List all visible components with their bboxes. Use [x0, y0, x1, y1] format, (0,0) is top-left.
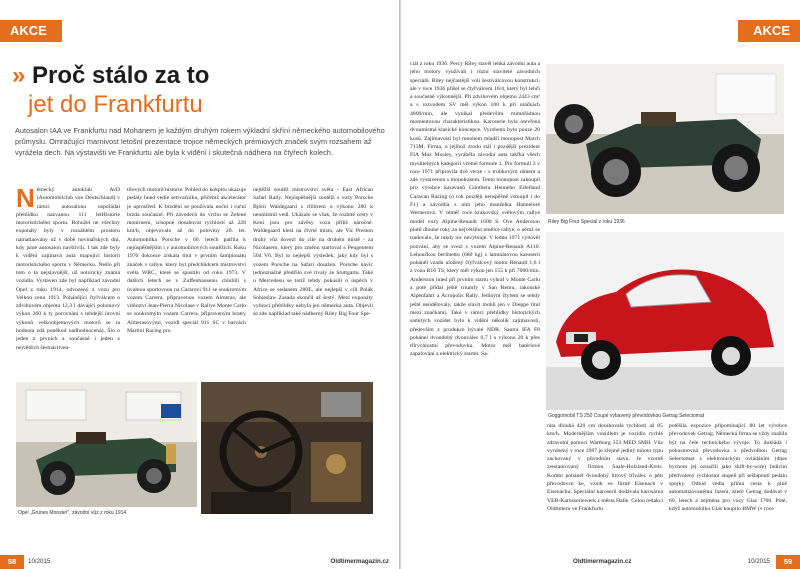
- body-column-3: nejtěžší soutěž mistrovství světa - East African Safari Rally. Nejúspěšnější soutěží s vozy Porsche Björn Waldegaard s třilitrem o výkonu 280 k neumístnil vedl. Ukázalo se však, že rozbité cesty v Keni jsou pro závěsy vozu příliš náročné. Waldegaard klesl na čtvrté místo, ale Vic Preston druhý vůz dovezl do cíle na druhém místě - za Nicolasem, který pro změnu startoval s Peugeotem 504 V6. Byl to nejlepší výsledek, jaký kdy byl s vozem Porsche na Safari dosažen. Porsche navíc jednoznačně předčilo své rivaly ze Stuttgartu. Také u Mercedesu se totiž tehdy pokusili o úspěch v Africe se sedanem 280E, ale nejlepší v cíli Polák Sobieslaw Zasada skončil až šestý. Mezi exponáty vyhrocí přehlídky nebyla jen německá auta. Objevil se zde například také nádherný Riley Big Four Spe-: [253, 187, 373, 318]
- caption-opel: Opel „Grünes Monster", závodní vůz z roku 1914: [18, 510, 127, 516]
- body-column-2: tilových motorů historie. Pohled do kokpitu ukazuje pedály hned vedle setrvačníku, přičemž akcelerátor je uprostřed. K brzdění se používala noční i ruční brzda současně. Při závodech do vrchu se Zelené montruem, schopné dosahovat rychlostí až 228 km/h, objevovalo až do poloviny 20. let. Automobilka Porsche v 60. letech patřila k nejúspěšnějším i v automobilových soutěžích. Roku 1970 dokonce získala titul v prvním šampionátu značek v rallye, který byl předchůdcem mistrovství světa WRC, které se spustilo od roku 1973. V dalších letech se v Zuffenhausenu chlubili s úvalnou sportovnou na Cararovi 911 se soukromým vozem Carrera, připravenou vozem Almeras, ale vítězství Jean-Pierra Nicolase v Rallye Monte Carlo se soukromým vozem Carrera, připraveným bratry Almerasovými, vozidl speciál 911 SC v barvách Martini Racing pro: [127, 187, 246, 335]
- body-column-4: ciál z roku 1936. Percy Riley stavěl lehká závodní auta a jeho motory využívali i různí stavitelé závodních speciálů. Riley nejčastější voli šestiválcovou konstrukci, ale v roce 1936 přišel se čtyřválcem 16/4, který byl lehčí a současně výkonnější. Při zdvihovém objemu 2443 cm³ a s rozvodem SV měl výkon 100 k při otáčkách 4800/min, ale vynikal především mimořádnou momentovou charakteristikou. Karoserie byla otevřená dvoumístná klasické koncepce. Vyrobeno bylo pouze 20 kusů. Zajímavostí byl mnohem mladší monopost March 713M. Firma, u jejíhož zrodu stál i pozdější prezident FIA Max Mosley, vyráběla závodní auta takřka všech myslitelných kategorií včetně formule 1. Pro formuli 3 v roce 1971 připravila dvě verze - s trubkovým rámem a zde vystavenou s monokokem. Tento monopost zakoupil pro výrobce karavanů Günthera Henneho Eifelland Caravan Racing (o rok později neúspěšně vstoupil i do F1) a závodila s ním jeho manželka Hannelore Wernerová. V téméř roce krakovský světovým rallye model vozy Alpine-Renault 1600 S. Ove Andersson platil dlouhé roky za největšího umělce rallye, o němž se tradovalo, že nikdy nic nevybraje. V lednu 1971 vyhověl pozvání, aby se svezl s vozem Alpine-Renault A110. Lehoučkou berlinettu (680 kg) s laminátovou karoserií poháněl vzadu uložený čtyřválcový motor Renault 1,6 l z vozu R16 TS, který měl výkon jen 155 k při 7000/min. Andersson hned při prvním startu vyhrál v Monte Carlu a poté přidal ještě triumfy v San Remu, rakouské Alpenfahrt a Acropolis Rally. Jediným čtyřem se tehdy ještě neúdělovaly, takže slavit mohli jen v Dieppe titul mezi značkami. Také v rámci přehlídky historických samitých vozidel bylo k vidění několik zajímavostí, především z produkce bývalé NDR. Sautra IFA F8 pohánel dvoudobý dvouválec 0,7 l o výkonu 20 k přes třírychlostní převodovku. Motor měl batériové zapalování a elektrický startér. Sa-: [410, 61, 540, 358]
- title-line-2: jet do Frankfurtu: [28, 91, 203, 118]
- article-title: [12, 62, 392, 120]
- caption-riley: Riley Big Four Speciál z roku 1936: [548, 219, 625, 225]
- section-tab-right: AKCE: [738, 20, 800, 42]
- body-column-5: nita dlouhá 420 cm dosahovala rychlosti až 85 km/h. Modernějším vozidlem je vozidlo rychlé zdravotní pomoci Wartburg 353 MED SMH. Vůz vyrobený v roce 1987 je zřejmě jediný tohoto typu zachovaný v původním stavu. Je vzorně zrestaurovaný firmou Saale-Holzland-Kreis. Kombi pohánél dvoudobý litrový tříválec o pěti převodovce ke, vznik ve firmě Eisenach v Eisenachu. Speciální karoserii dodávala karosárna VEB-Karosseriewerk z města Halle. Celou redakci Oldtimeru ve Frankfurtu: [547, 423, 663, 512]
- footer-right: [401, 555, 800, 569]
- title-line-1: Proč stálo za to: [32, 62, 210, 89]
- body-column-6: potěšila expozice připomínající 80 let výrobce převodovek Getrag. Německá firma se vždy snažila být na čele technického vývoje. To dokládá i pokusmovná převodovka s předvolbou Getrag Selectomat s elektronickým ovládáním (dnes bychom jej označili jako shift-by-wire) řadicím předvolený rychlostní stupeň při sešlápnutí pedálu spojky. Odtud vedla přímá cesta k plně automatizovanému řazení, které Getrag dodával v 60. letech a zejména pro vozy Glas 1700. Poté, když automobilku Glas koupilo BMW (v roce: [669, 423, 787, 512]
- photo-riley: [546, 64, 784, 214]
- section-tab-left: AKCE: [0, 20, 62, 42]
- cockpit-photo-illustration: [201, 382, 373, 514]
- lead-paragraph: Autosalon IAA ve Frankfurtu nad Mohanem je každým druhým rokem výkladní skříní německého automobilového průmyslu. Omračující marnivost letošní prezentace trojice německých prémiových značek svým rozsahem až vyrážela dech. Na výstavišti ve Frankfurtu ale byla k vidění i skutečná nádhera na čtyřech kolech.: [15, 126, 385, 158]
- riley-photo-illustration: [546, 64, 784, 214]
- photo-goggomobil: [546, 232, 784, 410]
- right-page: [401, 0, 800, 569]
- opel-photo-illustration: [16, 382, 197, 507]
- issue-right: 10/2015: [747, 558, 770, 565]
- title-chevron: »: [12, 62, 26, 89]
- site-right: Oldtimermagazin.cz: [573, 558, 632, 565]
- site-left: Oldtimermagazin.cz: [330, 558, 389, 565]
- page-number-right: 59: [776, 555, 800, 569]
- caption-goggomobil: Goggomobil TS 250 Coupé vybavený převodovkou Getrag Selectomat: [548, 413, 705, 419]
- issue-left: 10/2015: [28, 558, 51, 565]
- body-column-1: [16, 186, 120, 386]
- goggomobil-photo-illustration: [546, 232, 784, 410]
- photo-opel-1914: [16, 382, 197, 507]
- photo-opel-cockpit: [201, 382, 373, 514]
- footer-left: [0, 555, 399, 569]
- drop-cap: N: [16, 186, 35, 213]
- page-number-left: 58: [0, 555, 24, 569]
- left-page: [0, 0, 399, 569]
- column-1-text: ěmecký autoklub AvD (Automobilclub von Deutschland) v rámci autosalonu uspořádal přehlídku nazvanou 111 letHistorie motoristického sportu. Bohužel ne všechny exponáty byly v rozsáhlém prostoru natnatlaovány už v době novinářských dní, kdy jsme autosalon navštívili. I tak zde byly k vidění zajímavá auta mapující historii motoristického sportu v Německu. Nešlo při tom o ta nejslavnější, už notoricky známá vozidla. Vystaven zde byl například závodní Opel z roku 1914, odvozený z vozu pro Velkou cenu 1913. Pohánějící čtyřválcem o zdvihovém objemu 12,3 l dávající pohonový výkon 260 k ty porovnání s tehdejší úrovní výkonů velkoobjemových motorů se ta hodnota zdá poněkud nadhodnocená). Šlo o jeden z prvních a současně i jeden z největších šestnáctiven-: [16, 187, 120, 351]
